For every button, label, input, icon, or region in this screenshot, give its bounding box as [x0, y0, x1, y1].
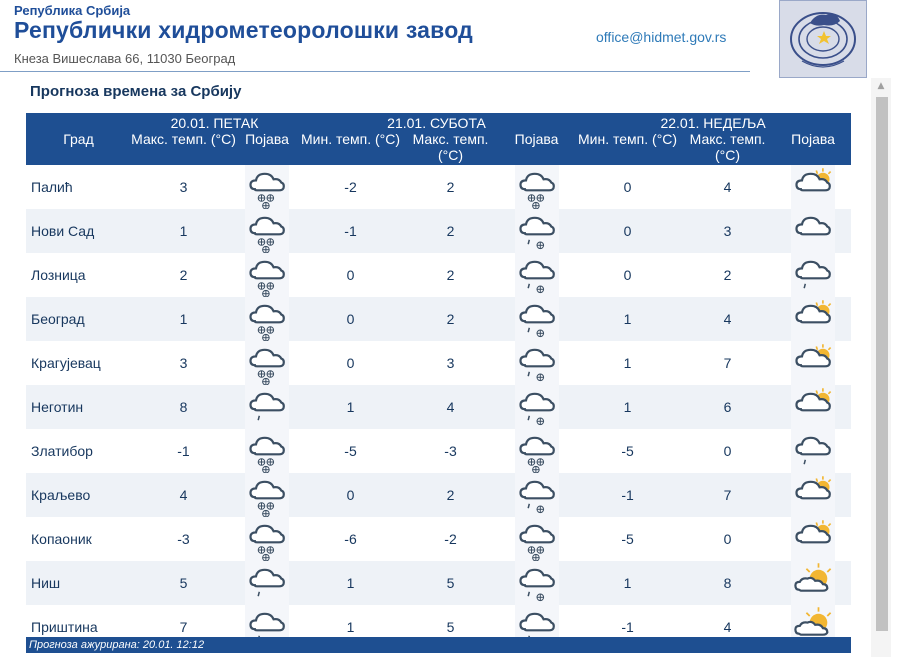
sun-cloud-weather-icon: [775, 561, 851, 605]
rain-snow-weather-icon: [498, 341, 575, 385]
institute-address: Кнеза Вишеслава 66, 11030 Београд: [14, 51, 236, 66]
partly-cloudy-sun-weather-icon: [775, 297, 851, 341]
d1-max-cell: 8: [131, 385, 236, 429]
city-cell: Палић: [26, 165, 131, 209]
rain-snow-weather-icon: [498, 253, 575, 297]
d3-min-cell: 0: [575, 253, 680, 297]
d2-max-cell: 3: [403, 341, 498, 385]
cloud-drizzle-weather-icon: [775, 429, 851, 473]
email-link[interactable]: office@hidmet.gov.rs: [596, 29, 727, 45]
d3-min-cell: 1: [575, 561, 680, 605]
d3-min-cell: -1: [575, 605, 680, 649]
partly-cloudy-sun-weather-icon: [775, 385, 851, 429]
snow-weather-icon: [236, 429, 298, 473]
header-divider: [0, 71, 750, 72]
d2-min-cell: 1: [298, 385, 403, 429]
d3-max-cell: 3: [680, 209, 775, 253]
d3-max-cell: 4: [680, 605, 775, 649]
rain-snow-weather-icon: [498, 209, 575, 253]
d3-max-cell: 0: [680, 517, 775, 561]
city-cell: Копаоник: [26, 517, 131, 561]
republic-label: Република Србија: [14, 3, 131, 18]
city-cell: Приштина: [26, 605, 131, 649]
scrollbar[interactable]: [871, 78, 891, 657]
snow-weather-icon: [236, 253, 298, 297]
table-row: [26, 297, 851, 341]
d2-min-cell: 0: [298, 473, 403, 517]
snow-weather-icon: [236, 165, 298, 209]
snow-weather-icon: [498, 517, 575, 561]
d3-min-cell: 1: [575, 297, 680, 341]
d1-max-cell: -1: [131, 429, 236, 473]
d2-max-cell: 5: [403, 605, 498, 649]
d2-max-cell: 5: [403, 561, 498, 605]
d3-min-cell: 1: [575, 341, 680, 385]
d1-max-cell: 1: [131, 209, 236, 253]
forecast-body: [26, 165, 851, 649]
partly-cloudy-sun-weather-icon: [775, 473, 851, 517]
d1-max-header: Макс. темп. (°C): [131, 131, 236, 165]
d3-max-cell: 0: [680, 429, 775, 473]
d3-max-cell: 7: [680, 341, 775, 385]
d2-phen-header: Појава: [498, 131, 575, 165]
d3-min-cell: -5: [575, 517, 680, 561]
d2-min-cell: -1: [298, 209, 403, 253]
snow-weather-icon: [498, 429, 575, 473]
d2-min-cell: 0: [298, 297, 403, 341]
snow-weather-icon: [236, 517, 298, 561]
d2-min-cell: 0: [298, 253, 403, 297]
d3-max-cell: 8: [680, 561, 775, 605]
cloud-weather-icon: [775, 209, 851, 253]
city-cell: Краљево: [26, 473, 131, 517]
rain-snow-weather-icon: [498, 561, 575, 605]
rhmz-logo-icon[interactable]: [779, 0, 867, 78]
d1-phen-header: Појава: [236, 131, 298, 165]
d1-max-cell: 3: [131, 341, 236, 385]
city-cell: Крагујевац: [26, 341, 131, 385]
city-cell: Ниш: [26, 561, 131, 605]
d2-max-cell: 2: [403, 297, 498, 341]
d3-max-cell: 4: [680, 297, 775, 341]
snow-weather-icon: [498, 165, 575, 209]
d2-max-cell: 2: [403, 253, 498, 297]
cloud-drizzle-weather-icon: [236, 385, 298, 429]
day2-header: 21.01. СУБОТА: [298, 113, 575, 131]
d2-min-cell: -5: [298, 429, 403, 473]
table-row: [26, 209, 851, 253]
d2-max-header: Макс. темп. (°C): [403, 131, 498, 165]
city-cell: Лозница: [26, 253, 131, 297]
institute-title[interactable]: Републички хидрометеоролошки завод: [14, 17, 473, 43]
city-cell: Београд: [26, 297, 131, 341]
d2-max-cell: -2: [403, 517, 498, 561]
d3-max-cell: 6: [680, 385, 775, 429]
rain-snow-weather-icon: [498, 473, 575, 517]
d2-max-cell: -3: [403, 429, 498, 473]
table-row: [26, 385, 851, 429]
d2-max-cell: 2: [403, 473, 498, 517]
d1-max-cell: -3: [131, 517, 236, 561]
scroll-up-arrow-icon[interactable]: ▲: [877, 81, 885, 91]
update-footer: [26, 637, 851, 653]
d1-max-cell: 2: [131, 253, 236, 297]
city-cell: Неготин: [26, 385, 131, 429]
scroll-thumb[interactable]: [876, 97, 888, 631]
d1-max-cell: 4: [131, 473, 236, 517]
d3-max-cell: 2: [680, 253, 775, 297]
site-header: [0, 0, 900, 78]
d3-max-cell: 7: [680, 473, 775, 517]
table-row: [26, 253, 851, 297]
update-text: Прогноза ажурирана: 20.01. 12:12: [29, 639, 205, 651]
snow-weather-icon: [236, 473, 298, 517]
day1-header: 20.01. ПЕТАК: [131, 113, 298, 131]
d3-min-cell: 1: [575, 385, 680, 429]
snow-weather-icon: [236, 341, 298, 385]
partly-cloudy-sun-weather-icon: [775, 341, 851, 385]
table-row: [26, 429, 851, 473]
rain-snow-weather-icon: [498, 297, 575, 341]
table-row: [26, 517, 851, 561]
rain-snow-weather-icon: [498, 385, 575, 429]
table-row: [26, 561, 851, 605]
d3-min-cell: -5: [575, 429, 680, 473]
d3-max-header: Макс. темп. (°C): [680, 131, 775, 165]
d3-max-cell: 4: [680, 165, 775, 209]
d2-max-cell: 2: [403, 209, 498, 253]
d1-max-cell: 3: [131, 165, 236, 209]
d2-min-header: Мин. темп. (°C): [298, 131, 403, 165]
snow-weather-icon: [236, 297, 298, 341]
d2-max-cell: 4: [403, 385, 498, 429]
city-cell: Нови Сад: [26, 209, 131, 253]
d3-min-cell: 0: [575, 209, 680, 253]
day3-header: 22.01. НЕДЕЉА: [575, 113, 851, 131]
city-cell: Златибор: [26, 429, 131, 473]
d3-phen-header: Појава: [775, 131, 851, 165]
d2-min-cell: 1: [298, 605, 403, 649]
d2-max-cell: 2: [403, 165, 498, 209]
table-row: [26, 473, 851, 517]
partly-cloudy-sun-weather-icon: [775, 517, 851, 561]
snow-weather-icon: [236, 209, 298, 253]
cloud-drizzle-weather-icon: [775, 253, 851, 297]
d1-max-cell: 5: [131, 561, 236, 605]
table-row: [26, 341, 851, 385]
section-title: Прогноза времена за Србију: [30, 83, 242, 100]
forecast-table: [26, 113, 851, 649]
d2-min-cell: -2: [298, 165, 403, 209]
d1-max-cell: 7: [131, 605, 236, 649]
d3-min-header: Мин. темп. (°C): [575, 131, 680, 165]
col-city-header: Град: [26, 113, 131, 165]
d2-min-cell: 1: [298, 561, 403, 605]
d1-max-cell: 1: [131, 297, 236, 341]
d2-min-cell: 0: [298, 341, 403, 385]
partly-cloudy-sun-weather-icon: [775, 165, 851, 209]
d3-min-cell: -1: [575, 473, 680, 517]
d2-min-cell: -6: [298, 517, 403, 561]
table-row: [26, 165, 851, 209]
cloud-drizzle-weather-icon: [236, 561, 298, 605]
d3-min-cell: 0: [575, 165, 680, 209]
